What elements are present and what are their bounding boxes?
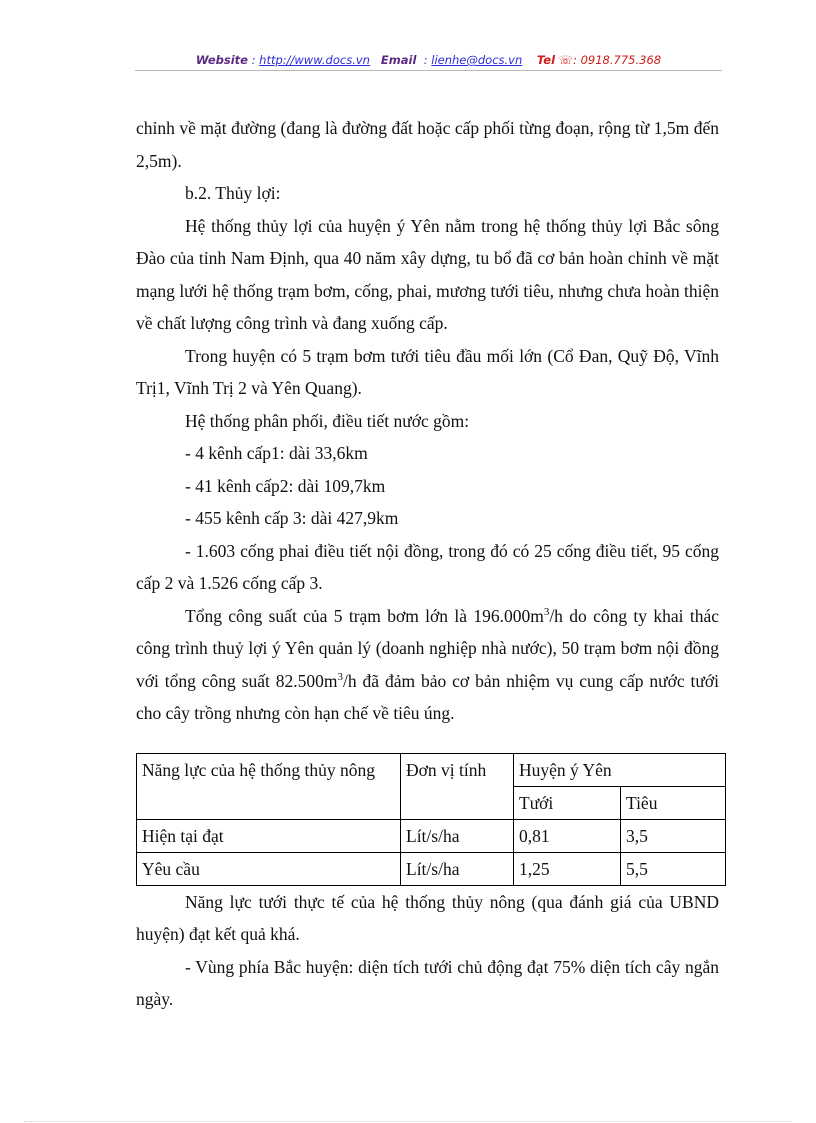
table-cell: Yêu cầu [137, 852, 401, 885]
document-body [136, 112, 719, 1016]
table-cell: Lít/s/ha [401, 819, 514, 852]
paragraph: Năng lực tưới thực tế của hệ thống thủy nông (qua đánh giá của UBND huyện) đạt kết quả khá. [136, 891, 719, 944]
table-header-cell: Huyện ý Yên [514, 753, 726, 786]
paragraph: chỉnh về mặt đường (đang là đường đất hoặc cấp phối từng đoạn, rộng từ 1,5m đến 2,5m). [136, 118, 719, 171]
table-cell: 3,5 [621, 819, 726, 852]
table-cell: Hiện tại đạt [137, 819, 401, 852]
table-cell: 1,25 [514, 852, 621, 885]
paragraph: Hệ thống thủy lợi của huyện ý Yên nằm trong hệ thống thủy lợi Bắc sông Đào của tỉnh Nam Định, qua 40 năm xây dựng, tu bổ đã cơ bản hoàn chỉnh về mặt mạng lưới hệ thống trạm bơm, cống, phai, mương tưới tiêu, nhưng chưa hoàn thiện về chất lượng công trình và đang xuống cấp. [136, 215, 719, 333]
page-header: Website : http://www.docs.vn Email : lienhe@docs.vn Tel ☏: 0918.775.368 [195, 53, 662, 67]
list-item: - 4 kênh cấp1: dài 33,6km [185, 443, 368, 463]
email-link[interactable]: lienhe@docs.vn [431, 53, 523, 67]
table-header-cell: Đơn vị tính [401, 753, 514, 819]
paragraph: Tổng công suất của 5 trạm bơm lớn là $196.000m^3/h$ do công ty khai thác công trình thuỷ lợi ý Yên quản lý (doanh nghiệp nhà nước), 50 trạm bơm nội đồng với tổng công suất $82.500m^3/h$ đã đảm bảo cơ bản nhiệm vụ cung cấp nước tưới cho cây trồng nhưng còn hạn chế về tiêu úng. [136, 605, 719, 723]
irrigation-capacity-table [136, 753, 726, 886]
section-heading: b.2. Thủy lợi: [185, 183, 281, 203]
table-cell: 5,5 [621, 852, 726, 885]
phone-icon: ☏ [558, 53, 574, 67]
list-item: - 1.603 cống phai điều tiết nội đồng, trong đó có 25 cống điều tiết, 95 cống cấp 2 và 1.526 cống cấp 3. [136, 540, 719, 593]
table-header-cell: Tiêu [621, 786, 726, 819]
paragraph: Hệ thống phân phối, điều tiết nước gồm: [185, 410, 470, 431]
list-item: - 41 kênh cấp2: dài 109,7km [185, 475, 386, 496]
table-header-cell: Năng lực của hệ thống thủy nông [137, 753, 401, 819]
table-cell: Lít/s/ha [401, 852, 514, 885]
tel-label: Tel [536, 53, 556, 67]
table-row [137, 852, 726, 885]
table-header-row [137, 753, 726, 786]
website-label: Website [195, 53, 248, 67]
header-divider [135, 70, 722, 71]
website-link[interactable]: http://www.docs.vn [259, 53, 370, 67]
email-label: Email [380, 53, 417, 67]
table-cell: 0,81 [514, 819, 621, 852]
tel-value: 0918.775.368 [580, 53, 662, 67]
list-item: - 455 kênh cấp 3: dài 427,9km [185, 508, 399, 528]
table-header-cell: Tưới [514, 786, 621, 819]
paragraph: - Vùng phía Bắc huyện: diện tích tưới chủ động đạt 75% diện tích cây ngắn ngày. [136, 956, 719, 1009]
paragraph: Trong huyện có 5 trạm bơm tưới tiêu đầu mối lớn (Cổ Đan, Quỹ Độ, Vĩnh Trị1, Vĩnh Trị 2 và Yên Quang). [136, 345, 719, 398]
table-row [137, 819, 726, 852]
footer-divider [24, 1121, 792, 1122]
